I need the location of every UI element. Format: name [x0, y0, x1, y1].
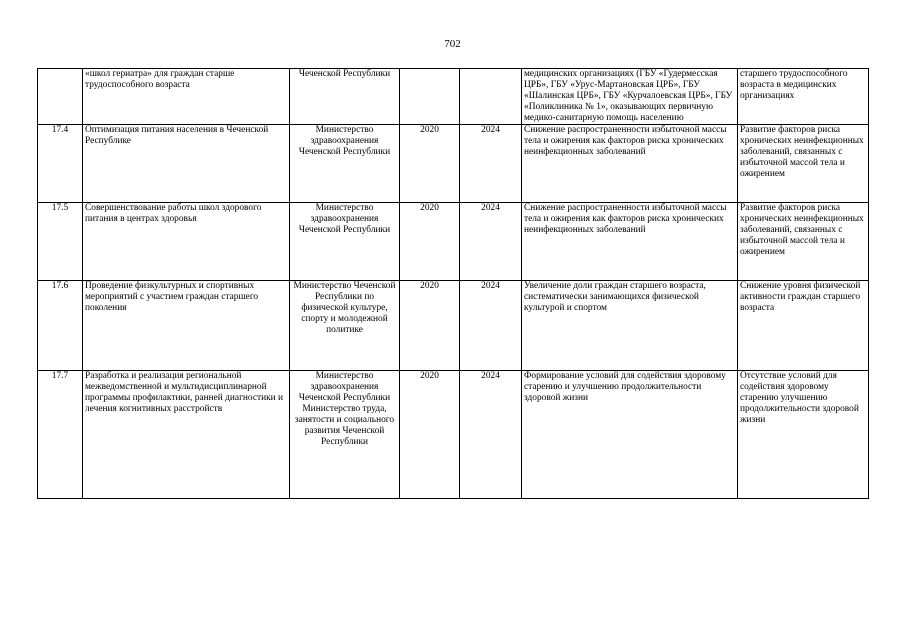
- cell-consequences: Развитие факторов риска хронических неинфекционных заболеваний, связанных с избыточной массой тела и ожирением: [738, 203, 869, 281]
- cell-consequences: Отсутствие условий для содействия здоровому старению улучшению продолжительности здоровой жизни: [738, 371, 869, 499]
- cell-expected-result: Снижение распространенности избыточной массы тела и ожирения как факторов риска хронических неинфекционных заболеваний: [522, 125, 738, 203]
- cell-end-year: 2024: [460, 281, 522, 371]
- cell-start-year: 2020: [400, 281, 460, 371]
- table-row: [38, 371, 869, 499]
- cell-activity: Проведение физкультурных и спортивных мероприятий с участием граждан старшего поколения: [83, 281, 290, 371]
- page-number: 702: [444, 38, 461, 50]
- cell-expected-result: Формирование условий для содействия здоровому старению и улучшению продолжительности здоровой жизни: [522, 371, 738, 499]
- activities-table: [37, 68, 869, 499]
- cell-responsible: Министерство здравоохранения Чеченской Республики Министерство труда, занятости и социального развития Чеченской Республики: [290, 371, 400, 499]
- cell-consequences: Развитие факторов риска хронических неинфекционных заболеваний, связанных с избыточной массой тела и ожирением: [738, 125, 869, 203]
- cell-activity: Оптимизация питания населения в Чеченской Республике: [83, 125, 290, 203]
- cell-responsible: Чеченской Республики: [290, 69, 400, 125]
- cell-responsible: Министерство здравоохранения Чеченской Республики: [290, 125, 400, 203]
- cell-end-year: 2024: [460, 203, 522, 281]
- cell-number: 17.5: [38, 203, 83, 281]
- cell-consequences: старшего трудоспособного возраста в медицинских организациях: [738, 69, 869, 125]
- cell-activity: Совершенствование работы школ здорового питания в центрах здоровья: [83, 203, 290, 281]
- cell-start-year: 2020: [400, 371, 460, 499]
- cell-start-year: 2020: [400, 203, 460, 281]
- cell-activity: «школ гериатра» для граждан старше трудоспособного возраста: [83, 69, 290, 125]
- cell-expected-result: Увеличение доли граждан старшего возраста, систематически занимающихся физической культурой и спортом: [522, 281, 738, 371]
- table-row: [38, 69, 869, 125]
- cell-number: 17.4: [38, 125, 83, 203]
- table-row: [38, 203, 869, 281]
- table-row: [38, 281, 869, 371]
- cell-expected-result: медицинских организациях (ГБУ «Гудермесская ЦРБ», ГБУ «Урус-Мартановская ЦРБ», ГБУ «Шалинская ЦРБ», ГБУ «Курчалоевская ЦРБ», ГБУ «Поликлиника № 1», оказывающих первичную медико-санитарную помощь населению: [522, 69, 738, 125]
- cell-expected-result: Снижение распространенности избыточной массы тела и ожирения как факторов риска хронических неинфекционных заболеваний: [522, 203, 738, 281]
- cell-number: 17.6: [38, 281, 83, 371]
- cell-consequences: Снижение уровня физической активности граждан старшего возраста: [738, 281, 869, 371]
- cell-number: [38, 69, 83, 125]
- cell-responsible: Министерство здравоохранения Чеченской Республики: [290, 203, 400, 281]
- cell-start-year: [400, 69, 460, 125]
- table-row: [38, 125, 869, 203]
- cell-responsible: Министерство Чеченской Республики по физической культуре, спорту и молодежной политике: [290, 281, 400, 371]
- cell-activity: Разработка и реализация региональной межведомственной и мультидисциплинарной программы профилактики, ранней диагностики и лечения когнитивных расстройств: [83, 371, 290, 499]
- cell-end-year: [460, 69, 522, 125]
- cell-number: 17.7: [38, 371, 83, 499]
- cell-start-year: 2020: [400, 125, 460, 203]
- cell-end-year: 2024: [460, 371, 522, 499]
- cell-end-year: 2024: [460, 125, 522, 203]
